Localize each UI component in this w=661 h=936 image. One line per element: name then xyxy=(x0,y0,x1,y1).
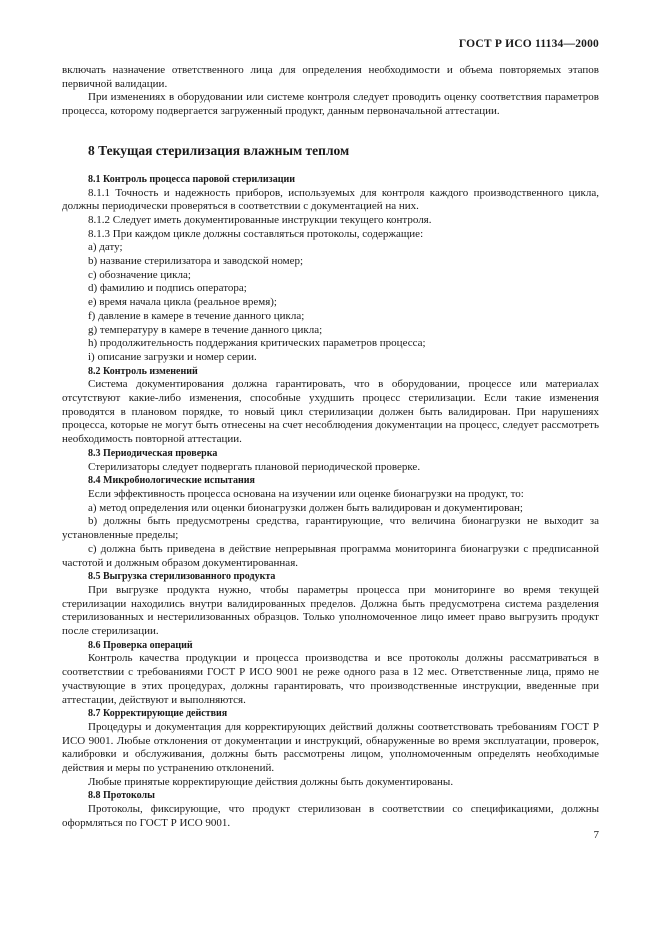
list-item: h) продолжительность поддержания критических параметров процесса; xyxy=(88,337,426,350)
paragraph-8-4: Если эффективность процесса основана на изучении или оценке бионагрузки на продукт, то: xyxy=(88,487,524,500)
paragraph-8-5: При выгрузке продукта нужно, чтобы параметры процесса при мониторинге во время текущей стерилизации находились внутри валидированных пределов. Должна быть предусмотрена система разделения стерилизованных и нестерилизованных образцов. Только уполномоченное лицо имеет право выгрузить продукт после стерилизации. xyxy=(62,583,599,638)
list-item: f) давление в камере в течение данного цикла; xyxy=(88,309,305,322)
subsection-8-8-title: 8.8 Протоколы xyxy=(88,790,155,802)
intro-paragraph-2: При изменениях в оборудовании или системе контроля следует проводить оценку соответствия параметров процесса, которому подвергается загруженный продукт, данным первоначальной аттестации. xyxy=(62,91,599,118)
subsection-8-2-title: 8.2 Контроль изменений xyxy=(88,365,198,377)
list-item: b) должны быть предусмотрены средства, гарантирующие, что величина бионагрузки не выходит за установленные пределы; xyxy=(62,515,599,542)
subsection-8-3-title: 8.3 Периодическая проверка xyxy=(88,447,218,459)
paragraph-8-1-3: 8.1.3 При каждом цикле должны составляться протоколы, содержащие: xyxy=(88,227,424,240)
document-header: ГОСТ Р ИСО 11134—2000 xyxy=(458,38,599,50)
subsection-8-7-title: 8.7 Корректирующие действия xyxy=(88,708,228,720)
paragraph-8-7-1: Процедуры и документация для корректирующих действий должны соответствовать требованиям ГОСТ Р ИСО 9001. Любые отклонения от документации и инструкций, обнаруженные во время эксплуатации, проверок, калибровки и обслуживания, должны быть рассмотрены лицом, уполномоченным определять необходимые действия и меры по устранению отклонений. xyxy=(62,720,599,775)
list-item: a) метод определения или оценки бионагрузки должен быть валидирован и документирован; xyxy=(88,501,523,514)
paragraph-8-3: Стерилизаторы следует подвергать плановой периодической проверке. xyxy=(88,460,421,473)
intro-paragraph-1: включать назначение ответственного лица для определения необходимости и объема повторяемых этапов первичной валидации. xyxy=(62,64,599,90)
paragraph-8-6: Контроль качества продукции и процесса производства и все протоколы должны рассматриваться в соответствии с требованиями ГОСТ Р ИСО 9001 не реже одного раза в 12 мес. Ответственные лица, прямо не участвующие в этих процедурах, должны гарантировать, что производственные инструкции, введенные при аттестации, действуют и выполняются. xyxy=(62,652,599,706)
paragraph-8-2: Система документирования должна гарантировать, что в оборудовании, процессе или материалах отсутствуют какие-либо изменения, способные ухудшить процесс стерилизации. Если такие изменения проводятся в плановом порядке, то новый цикл стерилизации должен быть валидирован. При нарушениях процесса, которые не могут быть отнесены на счет несоблюдения документации на процесс, следует рассмотреть необходимость повторной аттестации. xyxy=(62,378,599,446)
list-item: i) описание загрузки и номер серии. xyxy=(88,350,257,363)
subsection-8-4-title: 8.4 Микробиологические испытания xyxy=(88,475,255,487)
subsection-8-5-title: 8.5 Выгрузка стерилизованного продукта xyxy=(88,571,276,583)
section-title: 8 Текущая стерилизация влажным теплом xyxy=(88,142,350,158)
subsection-8-1-title: 8.1 Контроль процесса паровой стерилизации xyxy=(88,173,295,185)
list-item: c) обозначение цикла; xyxy=(88,268,191,281)
list-item: b) название стерилизатора и заводской номер; xyxy=(88,255,304,268)
paragraph-8-8: Протоколы, фиксирующие, что продукт стерилизован в соответствии со спецификациями, должны оформляться по ГОСТ Р ИСО 9001. xyxy=(62,803,599,829)
list-item: d) фамилию и подпись оператора; xyxy=(88,282,247,295)
list-item: c) должна быть приведена в действие непрерывная программа мониторинга бионагрузки с предписанной частотой и должным образом документированная. xyxy=(62,542,599,569)
list-item: a) дату; xyxy=(88,241,123,254)
paragraph-8-1-2: 8.1.2 Следует иметь документированные инструкции текущего контроля. xyxy=(88,213,432,226)
document-body xyxy=(62,64,599,831)
paragraph-8-1-1: 8.1.1 Точность и надежность приборов, используемых для контроля каждого производственного цикла, должны периодически проверяться в соответствии с документацией на них. xyxy=(62,186,599,213)
paragraph-8-7-2: Любые принятые корректирующие действия должны быть документированы. xyxy=(88,775,454,788)
page-number: 7 xyxy=(593,829,599,841)
list-item: g) температуру в камере в течение данного цикла; xyxy=(88,323,323,336)
subsection-8-6-title: 8.6 Проверка операций xyxy=(88,639,193,651)
list-item: e) время начала цикла (реальное время); xyxy=(88,296,277,309)
